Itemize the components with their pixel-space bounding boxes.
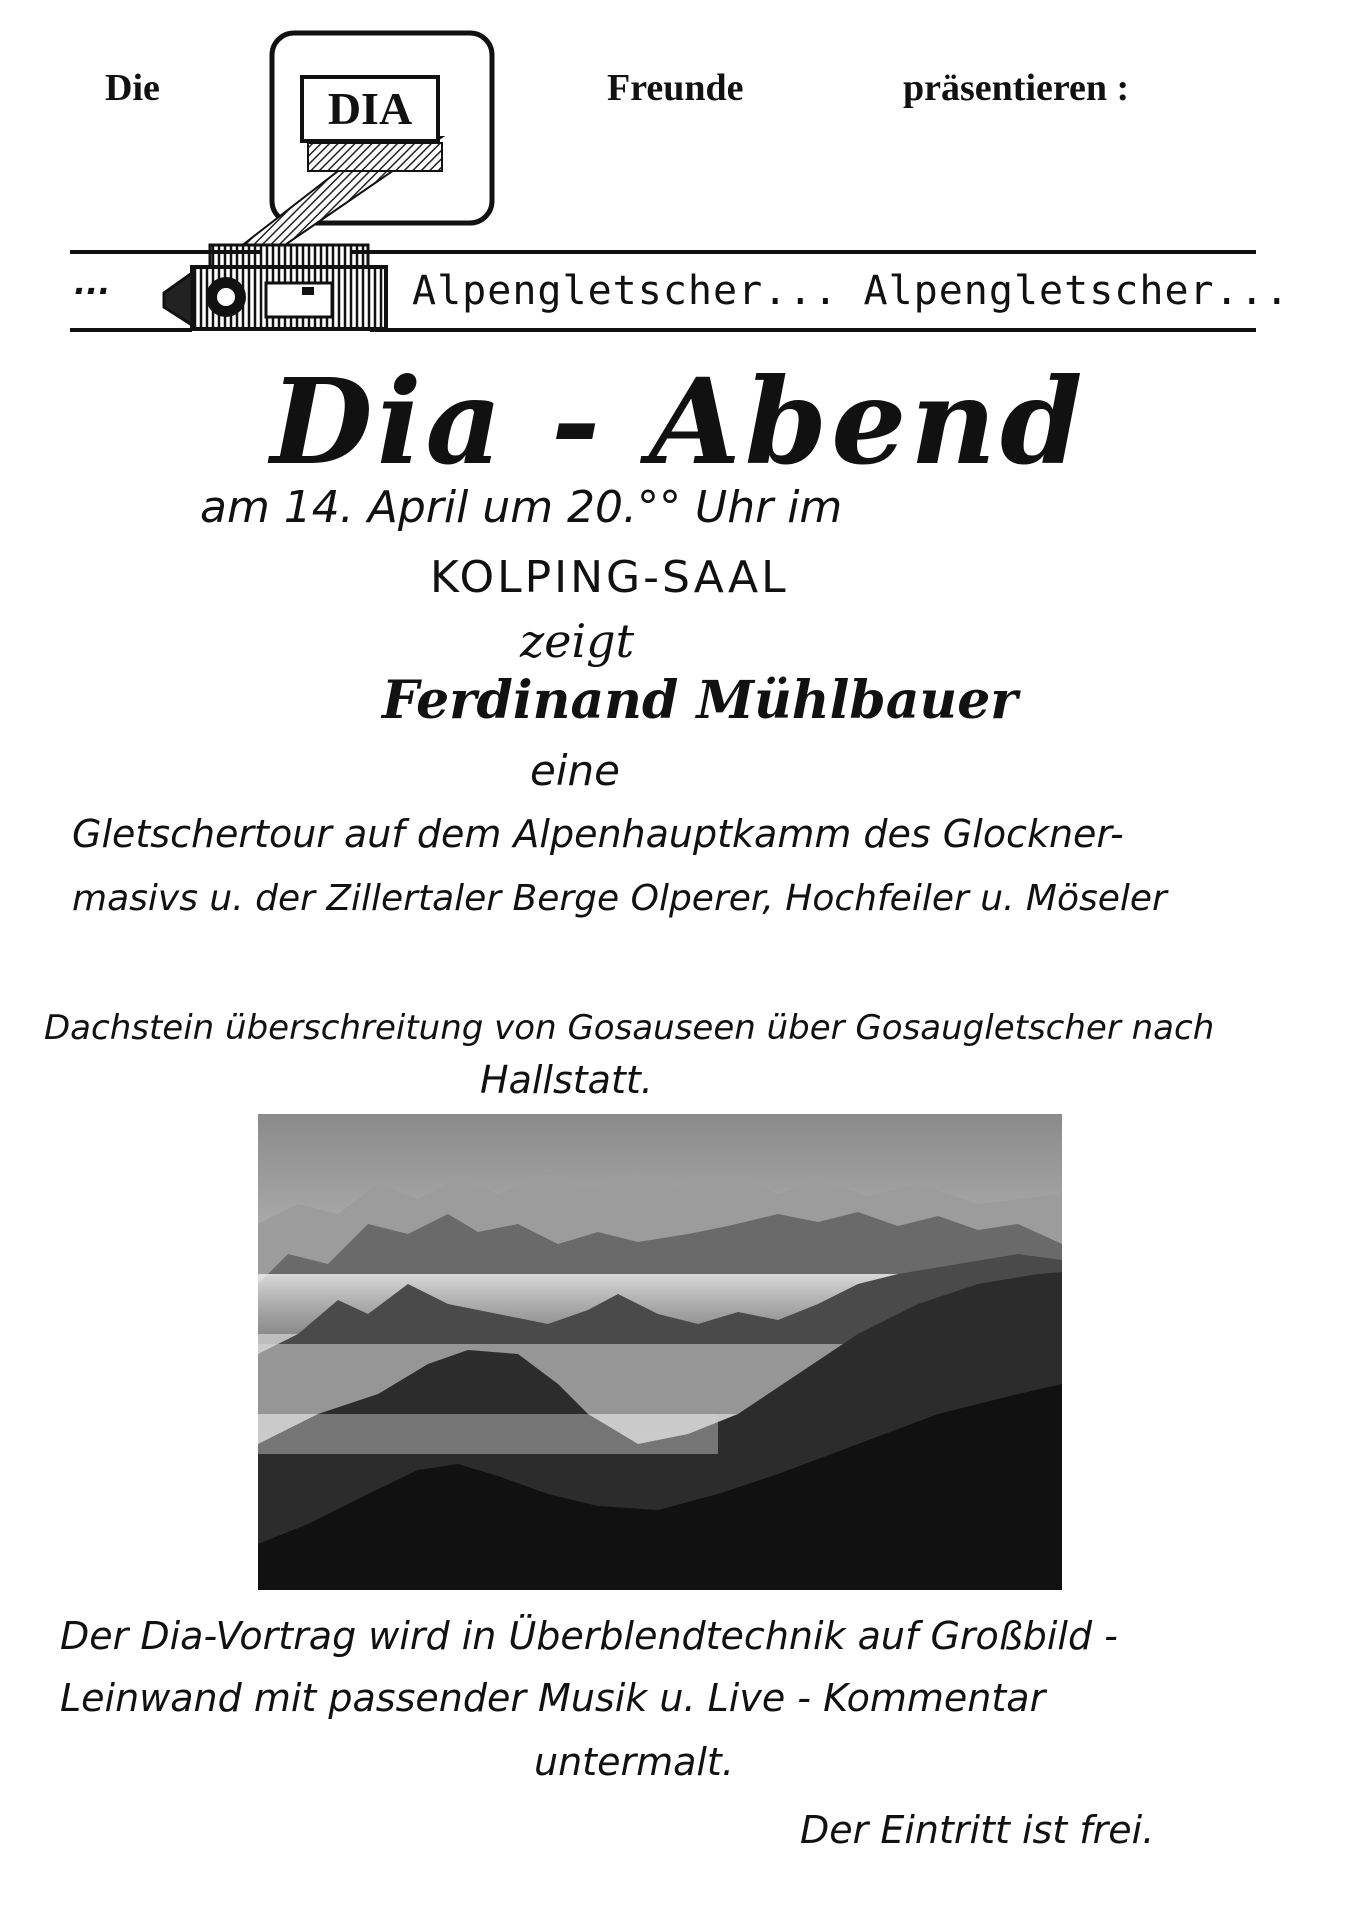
event-article: eine xyxy=(530,746,620,795)
banner-text: Alpengletscher... Alpengletscher... xyxy=(412,268,1290,314)
projector-body xyxy=(164,245,386,329)
rule-bottom-left xyxy=(70,328,192,332)
logo-dia-text: DIA xyxy=(327,83,413,134)
header-word-freunde: Freunde xyxy=(607,67,744,109)
mountain-photo xyxy=(258,1114,1062,1590)
header-word-praesentieren: präsentieren : xyxy=(903,67,1130,109)
tour-line-2: masivs u. der Zillertaler Berge Olperer, Hochfeiler u. Möseler xyxy=(72,878,1167,919)
event-shows: zeigt xyxy=(520,614,635,668)
footer-line-2: Leinwand mit passender Musik u. Live - Kommentar xyxy=(60,1676,1046,1720)
rule-top-left xyxy=(70,250,260,254)
dachstein-line-1: Dachstein überschreitung von Gosauseen über Gosaugletscher nach xyxy=(44,1008,1215,1048)
dachstein-line-2: Hallstatt. xyxy=(480,1058,653,1102)
event-presenter: Ferdinand Mühlbauer xyxy=(382,670,1018,731)
event-venue: KOLPING-SAAL xyxy=(430,552,789,603)
event-title: Dia - Abend xyxy=(270,352,1087,491)
footer-line-1: Der Dia-Vortrag wird in Überblendtechnik auf Großbild - xyxy=(60,1614,1118,1658)
banner-leading-dots: ... xyxy=(74,264,111,302)
footer-line-3: untermalt. xyxy=(534,1740,734,1784)
rule-top-right xyxy=(352,250,1256,254)
event-date-line: am 14. April um 20.°° Uhr im xyxy=(200,482,843,533)
header-word-die: Die xyxy=(105,67,160,109)
tour-line-1: Gletschertour auf dem Alpenhauptkamm des Glockner- xyxy=(72,812,1124,856)
entry-note: Der Eintritt ist frei. xyxy=(800,1808,1155,1852)
rule-bottom-right xyxy=(370,328,1256,332)
